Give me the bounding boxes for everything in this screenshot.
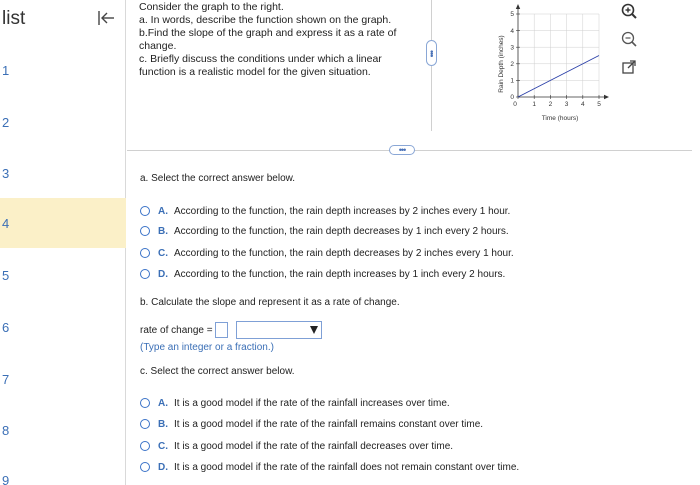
question-item-2[interactable] [0,97,126,147]
question-number: 6 [2,319,10,335]
y-axis-arrow [516,4,520,9]
option-text: It is a good model if the rate of the rainfall decreases over time. [174,440,454,452]
y-tick-label: 4 [510,27,514,35]
option-letter: C. [158,440,168,452]
x-tick-label: 4 [580,101,585,108]
part-b-prompt: b. Calculate the slope and represent it as a rate of change. [140,297,400,308]
question-number: 7 [2,371,10,387]
input-hint: (Type an integer or a fraction.) [140,342,274,353]
y-tick-label: 1 [510,77,514,85]
part-c-option-c[interactable] [140,438,453,454]
option-text: It is a good model if the rate of the rainfall does not remain constant over time. [174,461,520,473]
option-letter: D. [158,268,168,280]
rate-of-change-row [140,321,322,339]
option-text: According to the function, the rain depth decreases by 1 inch every 2 hours. [174,225,509,237]
radio-button[interactable] [140,206,150,216]
option-text: According to the function, the rain depth increases by 2 inches every 1 hour. [174,205,511,217]
radio-button[interactable] [140,398,150,408]
radio-button[interactable] [140,419,150,429]
zoom-in-icon[interactable] [620,2,638,20]
vertical-resize-handle[interactable] [426,40,437,66]
dots-icon: ••• [398,145,406,155]
rain-depth-graph [494,2,619,127]
problem-line: Consider the graph to the right. [139,1,284,13]
question-item-8[interactable] [0,405,126,455]
question-item-3[interactable] [0,148,126,198]
collapse-sidebar-icon[interactable] [96,9,116,27]
problem-line: c. Briefly discuss the conditions under which a linear function is a realistic model for the given situation. [139,53,382,78]
radio-button[interactable] [140,248,150,258]
radio-button[interactable] [140,462,150,472]
x-axis-arrow [604,95,609,99]
question-number: 5 [2,267,10,283]
question-item-9[interactable] [0,455,126,485]
question-item-5[interactable] [0,250,126,300]
option-letter: A. [158,205,168,217]
option-letter: A. [158,397,168,409]
option-text: It is a good model if the rate of the rainfall remains constant over time. [174,418,484,430]
x-tick-label: 0 [513,101,517,108]
dropdown-caret-icon [310,326,318,334]
part-a-option-a[interactable] [140,203,510,219]
question-number: 8 [2,422,10,438]
option-letter: C. [158,247,168,259]
part-c-option-b[interactable] [140,416,483,432]
question-number: 9 [2,472,10,485]
problem-line: b.Find the slope of the graph and express it as a rate of change. [139,27,397,52]
option-letter: B. [158,418,168,430]
problem-line: a. In words, describe the function shown on the graph. [139,14,392,26]
part-c-option-d[interactable] [140,459,519,475]
question-item-7[interactable] [0,354,126,404]
radio-button[interactable] [140,441,150,451]
question-number: 3 [2,165,10,181]
radio-button[interactable] [140,269,150,279]
zoom-out-icon[interactable] [620,30,638,48]
rate-unit-dropdown[interactable] [236,321,322,339]
option-text: According to the function, the rain depth decreases by 2 inches every 1 hour. [174,247,514,259]
y-axis-label: Rain Depth (inches) [498,35,505,93]
option-letter: D. [158,461,168,473]
radio-button[interactable] [140,226,150,236]
option-text: It is a good model if the rate of the rainfall increases over time. [174,397,450,409]
part-a-prompt: a. Select the correct answer below. [140,173,296,184]
question-item-1[interactable] [0,45,126,95]
part-c-option-a[interactable] [140,395,450,411]
y-tick-label: 2 [510,61,514,68]
question-number: 4 [2,215,10,231]
x-tick-label: 2 [548,101,553,108]
question-list-sidebar [0,0,126,485]
y-tick-label: 0 [510,94,514,102]
part-a-option-d[interactable] [140,266,505,282]
question-number: 2 [2,114,10,130]
x-tick-label: 1 [532,101,537,108]
horizontal-resize-handle[interactable] [389,145,415,155]
x-tick-label: 5 [597,101,601,108]
part-a-option-c[interactable] [140,245,514,261]
question-number: 1 [2,62,10,78]
question-item-4[interactable] [0,198,126,248]
y-tick-label: 5 [510,11,514,19]
x-tick-label: 3 [564,101,569,108]
x-axis-label: Time (hours) [541,115,579,122]
axes [516,4,609,99]
rate-of-change-input[interactable] [215,322,228,338]
data-series-line [518,56,599,98]
grid [518,14,599,97]
rate-of-change-label: rate of change = [140,324,213,336]
y-tick-label: 3 [510,44,514,52]
part-c-prompt: c. Select the correct answer below. [140,366,295,377]
option-letter: B. [158,225,168,237]
open-external-icon[interactable] [620,58,638,76]
question-list-title: list [2,8,26,29]
y-tick-labels [510,11,520,101]
dots-icon: ••• [426,49,437,57]
problem-statement [139,1,409,79]
question-item-6[interactable] [0,302,126,352]
part-a-option-b[interactable] [140,223,509,239]
option-text: According to the function, the rain depth increases by 1 inch every 2 hours. [174,268,506,280]
